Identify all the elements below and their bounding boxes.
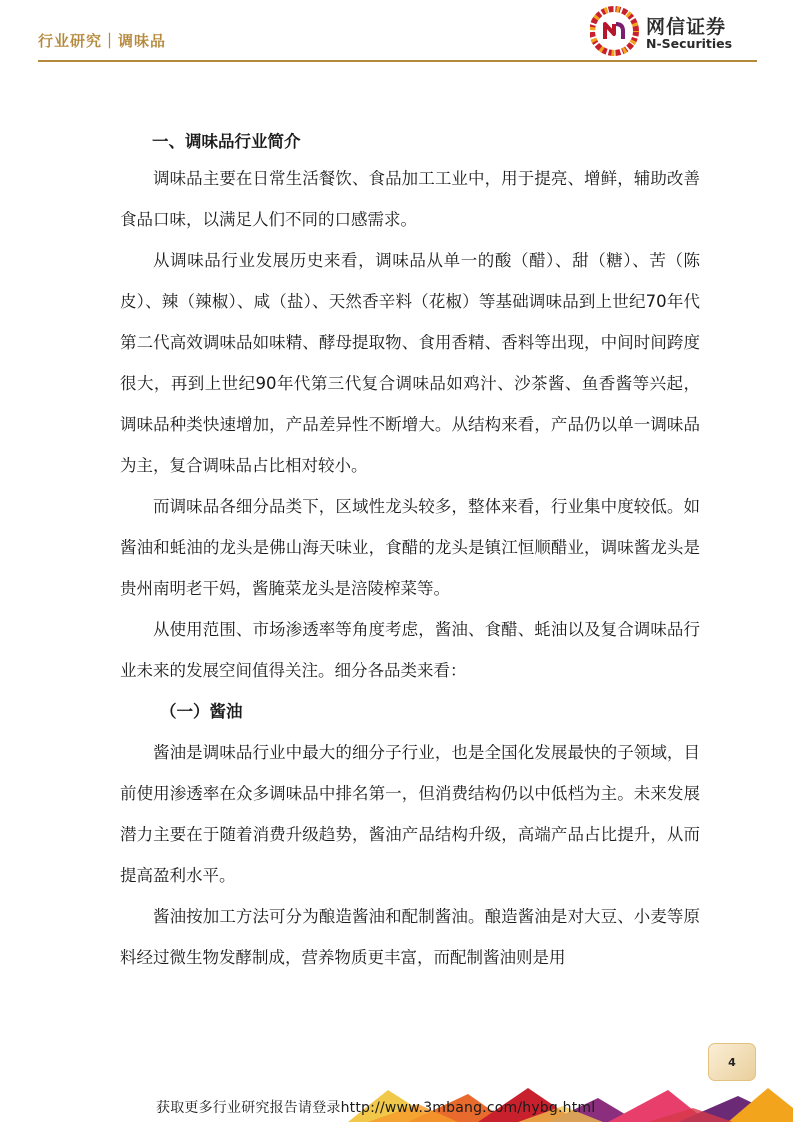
paragraph-leaders: 而调味品各细分品类下，区域性龙头较多，整体来看，行业集中度较低。如酱油和蚝油的龙头是佛山海天味业，食醋的龙头是镇江恒顺醋业，调味酱龙头是贵州南明老干妈，酱腌菜龙头是涪陵榨菜等。: [120, 497, 700, 598]
page-number-badge: 4: [708, 1043, 756, 1081]
paragraph-soy-sauce-types: 酱油按加工方法可分为酿造酱油和配制酱油。酿造酱油是对大豆、小麦等原料经过微生物发酵制成，营养物质更丰富，而配制酱油则是用: [120, 907, 700, 967]
header-section-label: 行业研究｜调味品: [38, 32, 167, 50]
footer-promo-link[interactable]: 获取更多行业研究报告请登录http://www.3mbang.com/hybg.html: [156, 1100, 596, 1116]
section-heading: 一、调味品行业简介: [152, 132, 301, 151]
subsection-heading: （一）酱油: [160, 702, 243, 721]
company-logo: [590, 6, 760, 56]
n-securities-logo-icon: [590, 6, 640, 56]
logo-chinese-name: 网信证券: [646, 16, 727, 38]
paragraph-outlook: 从使用范围、市场渗透率等角度考虑，酱油、食醋、蚝油以及复合调味品行业未来的发展空间值得关注。细分各品类来看：: [120, 620, 700, 680]
logo-english-name: N-Securities: [646, 36, 733, 51]
header-divider: [38, 60, 757, 62]
document-body: [120, 126, 700, 978]
paragraph-soy-sauce: 酱油是调味品行业中最大的细分子行业，也是全国化发展最快的子领域，目前使用渗透率在众多调味品中排名第一，但消费结构仍以中低档为主。未来发展潜力主要在于随着消费升级趋势，酱油产品结构升级，高端产品占比提升，从而提高盈利水平。: [120, 743, 700, 885]
paragraph-intro: 调味品主要在日常生活餐饮、食品加工工业中，用于提亮、增鲜，辅助改善食品口味，以满足人们不同的口感需求。: [120, 169, 700, 229]
paragraph-history: 从调味品行业发展历史来看，调味品从单一的酸（醋）、甜（糖）、苦（陈皮）、辣（辣椒）、咸（盐）、天然香辛料（花椒）等基础调味品到上世纪70年代第二代高效调味品如味精、酵母提取物、食用香精、香料等出现，中间时间跨度很大，再到上世纪90年代第三代复合调味品如鸡汁、沙茶酱、鱼香酱等兴起，调味品种类快速增加，产品差异性不断增大。从结构来看，产品仍以单一调味品为主，复合调味品占比相对较小。: [120, 251, 700, 475]
